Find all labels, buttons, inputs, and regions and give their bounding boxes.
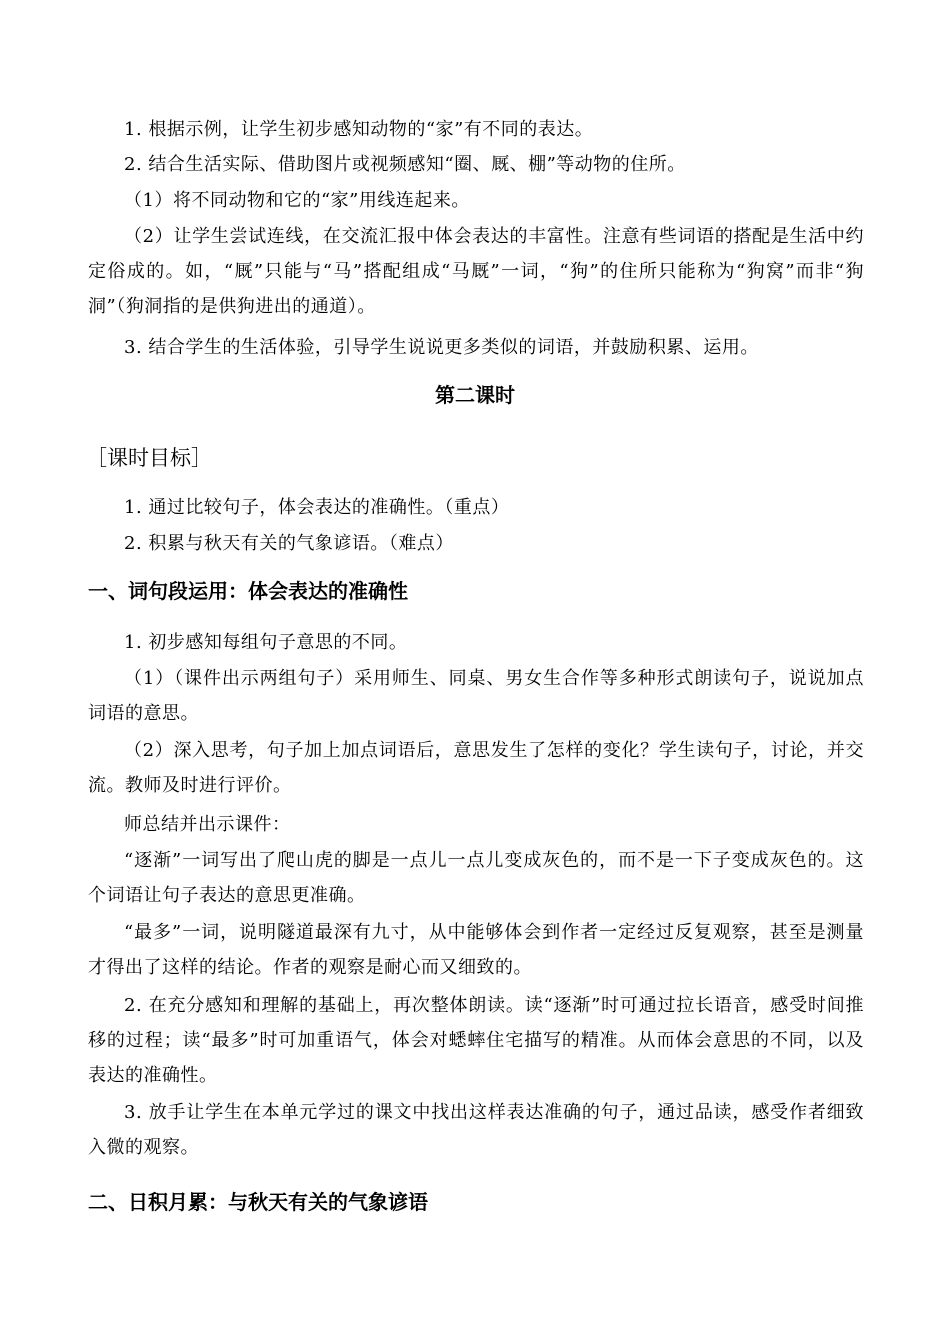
paragraph-4: （2）让学生尝试连线，在交流汇报中体会表达的丰富性。注意有些词语的搭配是生活中约定俗成的。如，“厩”只能与“马”搭配组成“马厩”一词，“狗”的住所只能称为“狗窝”而非“狗洞”（狗洞指的是供狗进出的通道）。 (88, 226, 864, 317)
objectives-heading: ［课时目标］ (86, 446, 212, 470)
section1-paragraph-6: “最多”一词，说明隧道最深有九寸，从中能够体会到作者一定经过反复观察，甚至是测量才得出了这样的结论。作者的观察是耐心而又细致的。 (88, 922, 864, 978)
section1-paragraph-8: 3. 放手让学生在本单元学过的课文中找出这样表达准确的句子，通过品读，感受作者细致入微的观察。 (88, 1102, 864, 1158)
paragraph-5: 3. 结合学生的生活体验，引导学生说说更多类似的词语，并鼓励积累、运用。 (124, 337, 759, 358)
section1-paragraph-5: “逐渐”一词写出了爬山虎的脚是一点儿一点儿变成灰色的，而不是一下子变成灰色的。这个词语让句子表达的意思更准确。 (88, 850, 864, 906)
lesson-title: 第二课时 (435, 383, 515, 407)
section1-paragraph-2: （1）（课件出示两组句子）采用师生、同桌、男女生合作等多种形式朗读句子，说说加点词语的意思。 (88, 668, 864, 724)
section1-paragraph-3: （2）深入思考，句子加上加点词语后，意思发生了怎样的变化？学生读句子，讨论，并交流。教师及时进行评价。 (88, 740, 864, 796)
paragraph-3: （1）将不同动物和它的“家”用线连起来。 (124, 190, 470, 211)
section-heading-1: 一、词句段运用：体会表达的准确性 (88, 579, 408, 603)
section1-paragraph-7: 2. 在充分感知和理解的基础上，再次整体朗读。读“逐渐”时可通过拉长语音，感受时间推移的过程；读“最多”时可加重语气，体会对蟋蟀住宅描写的精准。从而体会意思的不同，以及表达的准确性。 (88, 995, 864, 1086)
paragraph-2: 2. 结合生活实际、借助图片或视频感知“圈、厩、棚”等动物的住所。 (124, 154, 686, 175)
section-heading-2: 二、日积月累：与秋天有关的气象谚语 (88, 1190, 428, 1214)
paragraph-1: 1. 根据示例，让学生初步感知动物的“家”有不同的表达。 (124, 119, 594, 140)
section1-paragraph-4: 师总结并出示课件： (124, 814, 291, 835)
section1-paragraph-1: 1. 初步感知每组句子意思的不同。 (124, 632, 408, 653)
objective-1: 1. 通过比较句子，体会表达的准确性。（重点） (124, 497, 510, 518)
objective-2: 2. 积累与秋天有关的气象谚语。（难点） (124, 533, 454, 554)
